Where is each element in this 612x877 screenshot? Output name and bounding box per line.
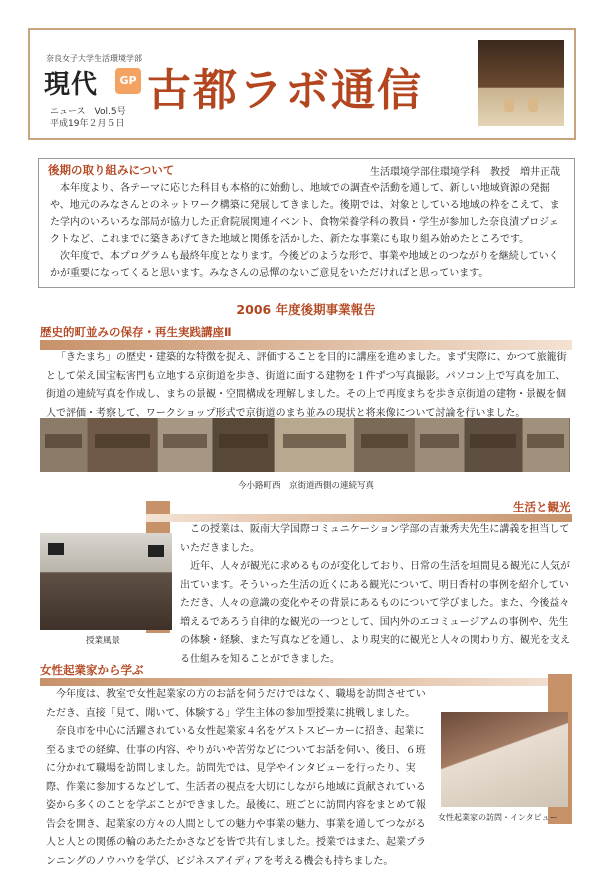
section3-heading: 女性起業家から学ぶ (40, 663, 144, 677)
deer-photo (478, 40, 564, 126)
classroom-photo-caption: 授業風景 (86, 636, 121, 646)
building (213, 418, 275, 472)
intro-paragraph: 本年度より、各テーマに応じた科目も本格的に始動し、地域での調査や活動を通して、新しい地域資源の発掘や、地元のみなさんとのネットワーク構築に発展してきました。後期では、対象としている地域の枠をこえて、また学内のいろいろな部局が協力した正倉院展関連イベント、食物栄養学科の教員・学生が参加した奈良漬プロジェクトなど、これまでに築きあげてきた地域と関係を活かした、新たな事業にも取り組み始めたところです。 (50, 183, 560, 245)
deer-figure (528, 98, 538, 112)
intro-heading: 後期の取り組みについて (48, 163, 175, 177)
section-band (40, 678, 572, 686)
section2-paragraph: この授業は、阪南大学国際コミュニケーション学部の吉兼秀夫先生に講義を担当していただきました。 (180, 524, 570, 554)
report-heading: 2006 年度後期事業報告 (236, 302, 376, 317)
building (355, 418, 415, 472)
street-photo-caption: 今小路町西 京街道西側の連続写真 (237, 481, 374, 491)
building (523, 418, 570, 472)
building (275, 418, 355, 472)
intro-paragraph: 次年度で、本プログラムも最終年度となります。今後どのような形で、事業や地域とのつながりを継続していくかが重要になってくると思います。みなさんの忌憚のないご意見をいただければと思っています。 (50, 251, 559, 279)
deer-figure (504, 98, 514, 112)
monitor (48, 543, 64, 555)
classroom-photo (40, 533, 172, 630)
street-panorama-photo (40, 418, 570, 472)
section3-paragraph: 奈良市を中心に活躍されている女性起業家４名をゲストスピーカーに招き、起業に至るまでの経緯、仕事の内容、やりがいや苦労などについてお話を伺い、後日、６班に分かれて職場を訪問しました。訪問先では、見学やインタビューを行ったり、実際、作業に参加するなどして、生活者の視点を大切にしながら地域に貢献されている姿から多くのことを学ぶことができました。最後に、班ごとに訪問内容をまとめて報告会を開き、起業家の方々の人間としての魅力や事業の魅力、事業を通してつながる人と人との関係の輪のあたたかさなどを皆で共有しました。授業ではまた、起業プランニングのノウハウを学び、ビジネスアイディアを考える機会も持ちました。 (46, 726, 426, 867)
section3-paragraph: 今年度は、教室で女性起業家の方のお話を伺うだけではなく、職場を訪問させていただき、直接「見て、聞いて、体験する」学生主体の参加型授業に挑戦しました。 (46, 689, 426, 719)
interview-photo-caption: 女性起業家の訪問・インタビュー (438, 813, 558, 822)
gp-badge: GP (115, 68, 141, 94)
issue-number: ニュース Vol.5号 (50, 107, 126, 117)
section1-body: 「きたまち」の歴史・建築的な特徴を捉え、評価することを目的に講座を進めました。まず実際に、かつて旅籠街として栄え国宝転害門も立地する京街道を歩き、街道に面する建物を１件ずつ写真撮影。パソコン上で写真を加工、街道の連続写真を作成し、まちの景観・空間構成を理解しました。その上で再度まちを歩き京街道の建物・景観を個人で評価・考察して、ワークショップ形式で京街道のまち並みの現状と将来像について討論を行いました。 (46, 352, 567, 419)
building (88, 418, 158, 472)
section2-heading: 生活と観光 (513, 500, 571, 514)
building (158, 418, 213, 472)
intro-body (50, 180, 562, 282)
issue-date: 平成19年２月５日 (50, 119, 125, 129)
section2-paragraph: 近年、人々が観光に求めるものが変化しており、日常の生活を垣間見る観光に人気が出ています。そういった生活の近くにある観光について、明日香村の事例を紹介していただき、人々の意識の変化やその背景にあるものについて学びました。また、今後益々増えるであろう自律的な観光の一つとして、国内外のエコミュージアムの事例や、先生の体験・経験、また写真などを通し、より現実的に観光と人々の関わり方、観光を支える仕組みを知ることができました。 (180, 561, 570, 665)
university-name: 奈良女子大学生活環境学部 (46, 54, 142, 63)
building (40, 418, 88, 472)
newsletter-title: 古都ラボ通信 (147, 65, 423, 116)
building (465, 418, 523, 472)
intro-author: 生活環境学部住環境学科 教授 増井正哉 (370, 167, 560, 178)
building (415, 418, 465, 472)
interview-photo (441, 712, 568, 807)
section2-body (180, 521, 572, 669)
brand-logo: 現代 (44, 70, 99, 100)
monitor (148, 545, 164, 557)
section3-body (46, 686, 431, 871)
section1-heading: 歴史的町並みの保存・再生実践講座Ⅱ (40, 325, 232, 339)
